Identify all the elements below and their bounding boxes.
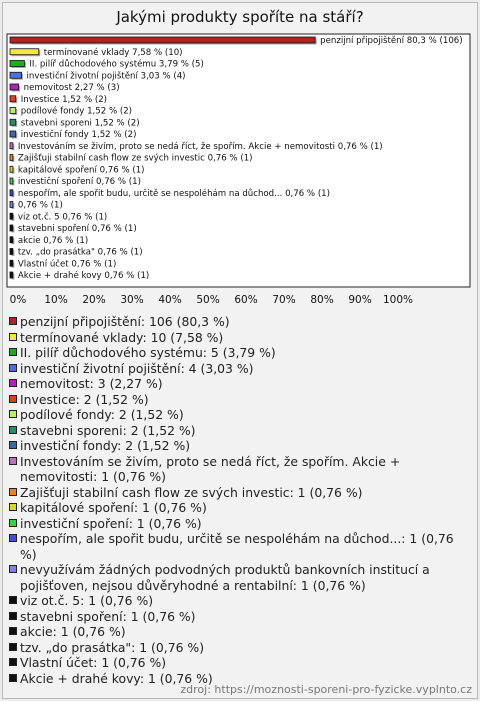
legend-item [9,423,471,439]
bar-19 [10,258,116,269]
legend-label: Zajišťuji stabilní cash flow ze svých investic: 1 (0,76 %) [20,484,363,500]
bar-rect [10,131,16,137]
bar-rect [10,272,13,278]
bar-8 [10,129,136,140]
bar-rect [10,166,13,172]
bar-rect [10,225,13,231]
bar-label: nemovitost 2,27 % (3) [23,83,120,93]
bar-rect [10,190,13,196]
legend-label: Investováním se živím, proto se nedá říct, že spořím. Akcie + nemovitosti: 1 (0,76 %) [20,453,401,484]
legend-label: podílové fondy: 2 (1,52 %) [20,407,184,422]
legend-item [9,624,471,640]
x-tick-label: 10% [44,294,68,306]
bar-label: penzijní připojištění 80,3 % (106) [320,36,463,46]
bar-label: investiční spoření 0,76 % (1) [17,177,141,187]
legend-item [9,345,471,361]
legend-swatch [9,348,17,356]
legend-swatch [9,519,17,527]
bar-13 [10,188,330,199]
legend-swatch [9,410,17,418]
bar-rect [10,260,13,266]
x-tick-label: 80% [310,294,334,306]
legend-item [9,392,471,408]
legend-label: tzv. „do prasátka": 1 (0,76 %) [20,639,205,655]
legend-item [9,438,471,454]
legend-item [9,609,471,625]
legend-label: nevyužívám žádných podvodných produktů bankovních institucí a pojišťoven, nejsou důvěryhodné a rentabilní: 1 (0,76 %) [20,562,430,593]
bar-4 [10,83,120,93]
bar-label: investiční fondy 1,52 % (2) [20,130,137,140]
bar-rect [10,96,16,102]
bar-rect [10,143,13,149]
bar-16 [10,224,137,234]
legend-label: investiční spoření: 1 (0,76 %) [20,515,202,531]
x-axis-ticks [10,294,413,306]
bar-label: 0,76 % (1) [17,200,63,211]
bar-11 [10,164,145,175]
bar-0 [10,35,463,46]
legend-item [9,593,471,609]
legend-swatch [9,503,17,511]
bar-rect [10,61,24,67]
legend-label: stavebni sporeni: 2 (1,52 %) [20,422,196,438]
legend-label: Vlastní účet: 1 (0,76 %) [20,655,167,670]
bar-18 [10,248,143,258]
legend-label: Investice: 2 (1,52 %) [20,391,149,407]
legend-item [9,330,471,346]
legend-swatch [9,457,17,465]
legend-swatch [9,441,17,449]
bar-rect [10,202,13,208]
bar-10 [10,153,253,164]
legend-swatch [9,612,17,620]
bar-rect [10,213,13,219]
legend-item [9,376,471,392]
x-tick-label: 70% [272,294,296,306]
bar-label: Vlastní účet 0,76 % (1) [17,259,117,270]
legend-swatch [9,426,17,434]
bar-9 [10,142,383,152]
bar-label: kapitálové spoření 0,76 % (1) [17,165,145,176]
bar-2 [10,59,204,70]
legend-label: akcie: 1 (0,76 %) [20,624,126,639]
legend-swatch [9,674,17,682]
bar-label: termínované vklady 7,58 % (10) [43,47,183,58]
bar-rect [10,84,19,90]
legend-label: II. pilíř důchodového systému: 5 (3,79 %) [20,345,276,360]
bar-5 [10,95,107,105]
x-tick-label: 30% [120,294,144,306]
legend-label: Akcie + drahé kovy: 1 (0,76 %) [20,670,213,686]
bar-label: investiční životní pojištění 3,03 % (4) [26,71,186,82]
bar-rect [10,37,315,43]
bar-6 [10,106,132,117]
legend-swatch [9,395,17,403]
x-tick-label: 100% [382,294,414,306]
legend-item [9,655,471,671]
source-link[interactable]: zdroj: https://moznosti-sporeni-pro-fyzicke.vyplnto.cz [180,683,472,696]
legend-swatch [9,379,17,387]
legend-item [9,562,471,593]
legend-label: stavebni spoření: 1 (0,76 %) [20,608,196,624]
legend-swatch [9,488,17,496]
bar-label: akcie 0,76 % (1) [17,235,89,246]
bar-1 [10,47,183,58]
legend [9,314,471,686]
bar-rect [10,237,13,243]
bar-label: Investováním se živím, proto se nedá říct, že spořím. Akcie + nemovitosti 0,76 % (1) [17,141,383,152]
legend-label: nemovitost: 3 (2,27 %) [20,376,163,391]
bar-label: tzv. „do prasátka" 0,76 % (1) [17,247,143,258]
x-tick-label: 60% [234,294,258,306]
legend-item [9,516,471,532]
bar-rect [10,72,22,78]
legend-swatch [9,317,17,325]
legend-swatch [9,534,17,542]
bar-label: stavebni spoření 0,76 % (1) [17,224,137,234]
bar-7 [10,118,140,128]
bar-20 [10,270,149,281]
bar-rect [10,49,39,55]
legend-label: investiční fondy: 2 (1,52 %) [20,438,191,453]
bar-label: Akcie + drahé kovy 0,76 % (1) [17,271,150,281]
legend-label: nespořím, ale spořit budu, určitě se nespoléhám na důchod...: 1 (0,76 %) [20,531,454,562]
bar-label: Zajišťuji stabilní cash flow ze svých investic 0,76 % (1) [17,153,253,164]
bar-label: podílové fondy 1,52 % (2) [20,106,133,117]
legend-item [9,485,471,501]
legend-swatch [9,364,17,372]
legend-label: investiční životní pojištění: 4 (3,03 %) [20,360,254,376]
bar-label: Investice 1,52 % (2) [20,94,108,105]
legend-item [9,531,471,562]
bar-label: viz ot.č. 5 0,76 % (1) [17,212,108,223]
x-tick-label: 40% [158,294,182,306]
x-tick-label: 50% [196,294,220,306]
legend-item [9,407,471,423]
legend-swatch [9,565,17,573]
bar-12 [10,176,141,187]
legend-swatch [9,627,17,635]
bar-rect [10,108,16,114]
legend-swatch [9,658,17,666]
x-tick-label: 90% [348,294,372,306]
bar-chart [0,0,480,312]
legend-item [9,454,471,485]
bar-label: stavebni sporeni 1,52 % (2) [20,118,140,129]
chart-title: Jakými produkty spoříte na stáří? [116,8,364,26]
legend-item [9,314,471,330]
bar-14 [10,201,63,211]
x-tick-label: 0% [9,294,27,306]
legend-label: termínované vklady: 10 (7,58 %) [20,329,224,345]
legend-label: kapitálové spoření: 1 (0,76 %) [20,500,207,515]
bar-rect [10,249,13,255]
legend-label: penzijní připojištění: 106 (80,3 %) [20,314,230,329]
legend-label: viz ot.č. 5: 1 (0,76 %) [20,593,154,608]
x-tick-label: 20% [82,294,106,306]
legend-swatch [9,596,17,604]
bar-15 [10,211,107,222]
bar-rect [10,178,13,184]
legend-swatch [9,643,17,651]
legend-item [9,500,471,516]
bar-17 [10,236,88,246]
bar-rect [10,119,16,125]
bar-label: II. pilíř důchodového systému 3,79 % (5) [29,59,204,70]
bar-label: nespořím, ale spořit budu, určitě se nespoléhám na důchod... 0,76 % (1) [17,188,331,199]
legend-swatch [9,333,17,341]
bar-rect [10,155,13,161]
legend-item [9,640,471,656]
legend-item [9,361,471,377]
bar-3 [10,70,186,81]
